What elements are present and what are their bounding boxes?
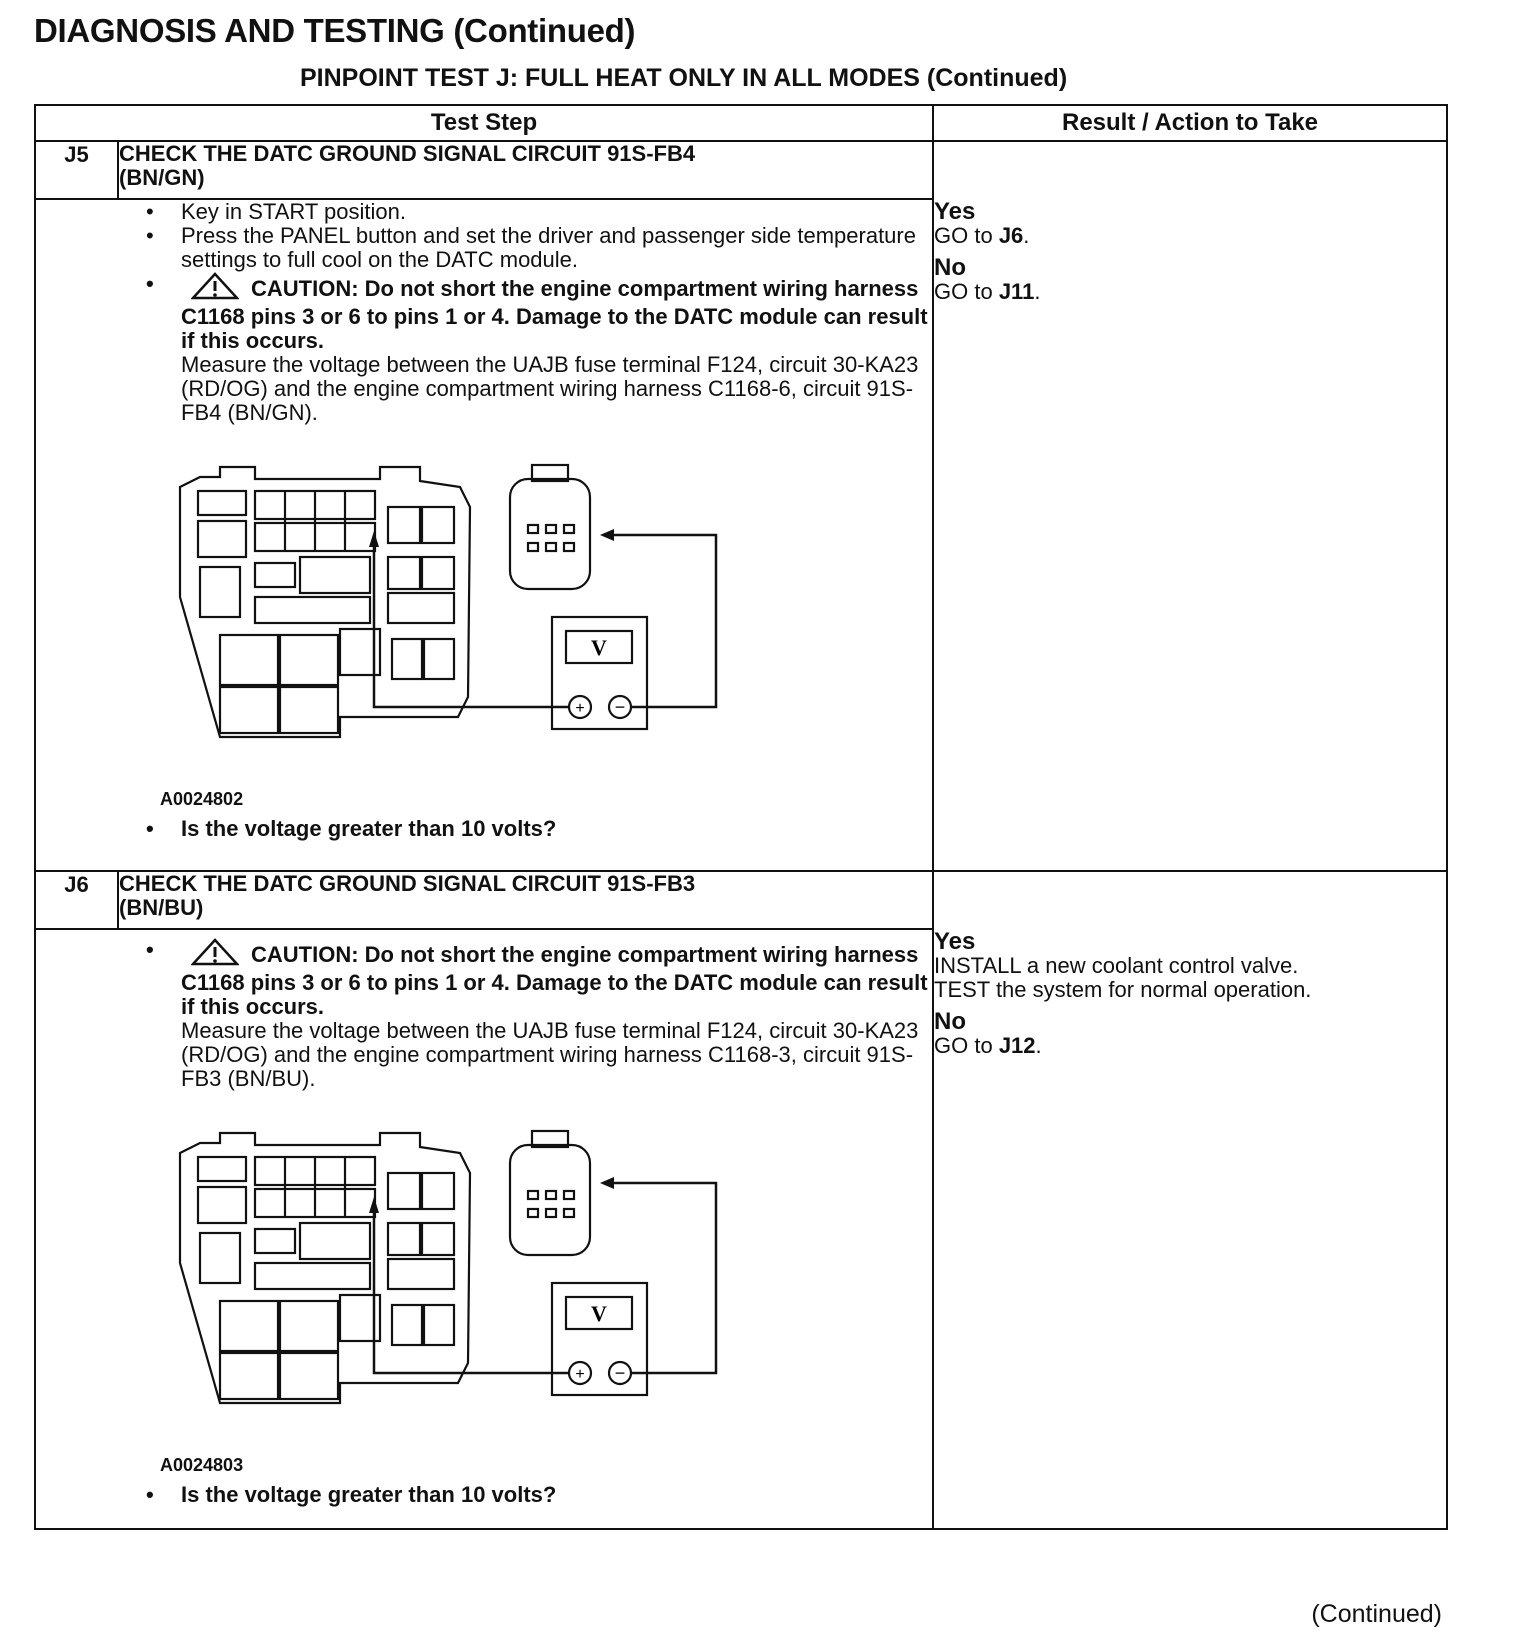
caution-item (143, 272, 932, 425)
result-target-step: J12 (998, 1033, 1036, 1058)
measure-instruction: Measure the voltage between the UAJB fuse terminal F124, circuit 30-KA23 (RD/OG) and the engine compartment wiring harness C1168-3, circuit 91S-FB3 (BN/BU). (181, 1018, 919, 1091)
header-test-step: Test Step (35, 105, 933, 141)
result-yes-label: Yes (934, 198, 976, 225)
measure-instruction: Measure the voltage between the UAJB fuse terminal F124, circuit 30-KA23 (RD/OG) and the engine compartment wiring harness C1168-6, circuit 91S-FB4 (BN/GN). (181, 352, 919, 425)
result-yes-label: Yes (934, 928, 976, 955)
result-no-label: No (934, 254, 966, 281)
step-title-line: CHECK THE DATC GROUND SIGNAL CIRCUIT 91S-FB3 (119, 871, 696, 896)
instruction-item: • Key in START position. (143, 200, 932, 224)
svg-text:+: + (575, 700, 585, 717)
result-cell (933, 141, 1447, 871)
figure-code: A0024802 (160, 789, 244, 809)
step-question-list (143, 1483, 932, 1507)
step-title (118, 871, 933, 929)
result-no-action: GO to J11. (934, 279, 1041, 304)
pinpoint-test-title: PINPOINT TEST J: FULL HEAT ONLY IN ALL MODES (Continued) (300, 64, 1068, 92)
result-target-step: J6 (998, 223, 1024, 248)
caution-text: CAUTION: Do not short the engine compartment wiring harness C1168 pins 3 or 6 to pins 1 or 4. Damage to the DATC module can result if this occurs. (181, 276, 928, 353)
page-heading: DIAGNOSIS AND TESTING (Continued) (34, 12, 636, 49)
warning-triangle-icon (191, 938, 239, 971)
caution-item (143, 938, 932, 1091)
step-title-line: (BN/GN) (119, 165, 205, 190)
continued-label: (Continued) (1311, 1600, 1442, 1628)
step-title-line: CHECK THE DATC GROUND SIGNAL CIRCUIT 91S-FB4 (119, 141, 696, 166)
step-title-line: (BN/BU) (119, 895, 204, 920)
step-question: • Is the voltage greater than 10 volts? (143, 817, 932, 841)
result-action-text: GO to (934, 1033, 993, 1058)
voltmeter-label: V (591, 1301, 607, 1326)
figure-code: A0024803 (160, 1455, 244, 1475)
fuse-box-diagram (160, 1113, 760, 1443)
wiring-figure (160, 1113, 932, 1483)
step-question: • Is the voltage greater than 10 volts? (143, 1483, 932, 1507)
step-body (35, 929, 933, 1529)
result-action-text: GO to (934, 223, 993, 248)
svg-text:+: + (575, 1366, 585, 1383)
result-yes-action: GO to J6. (934, 223, 1030, 248)
header-result-action: Result / Action to Take (933, 105, 1447, 141)
caution-text: CAUTION: Do not short the engine compartment wiring harness C1168 pins 3 or 6 to pins 1 or 4. Damage to the DATC module can result if this occurs. (181, 942, 928, 1019)
wiring-figure (160, 447, 932, 817)
result-action-text: GO to (934, 279, 993, 304)
result-yes-action: TEST the system for normal operation. (934, 977, 1312, 1002)
result-no-action: GO to J12. (934, 1033, 1042, 1058)
step-id: J6 (35, 871, 118, 929)
instruction-item: • Press the PANEL button and set the driver and passenger side temperature settings to full cool on the DATC module. (143, 224, 932, 272)
table-header-row (35, 105, 1447, 141)
step-id: J5 (35, 141, 118, 199)
step-title-row (35, 871, 1447, 929)
result-yes-action: INSTALL a new coolant control valve. (934, 953, 1299, 978)
result-no-label: No (934, 1008, 966, 1035)
step-question-list (143, 817, 932, 841)
step-instructions (143, 200, 932, 425)
fuse-box-diagram (160, 447, 760, 777)
step-body (35, 199, 933, 871)
result-target-step: J11 (998, 279, 1035, 304)
step-title (118, 141, 933, 199)
voltmeter-label: V (591, 635, 607, 660)
warning-triangle-icon (191, 272, 239, 305)
result-cell (933, 871, 1447, 1529)
svg-text:−: − (614, 697, 626, 717)
svg-text:−: − (614, 1363, 626, 1383)
pinpoint-test-table (34, 104, 1448, 1530)
step-title-row (35, 141, 1447, 199)
step-instructions (143, 938, 932, 1091)
